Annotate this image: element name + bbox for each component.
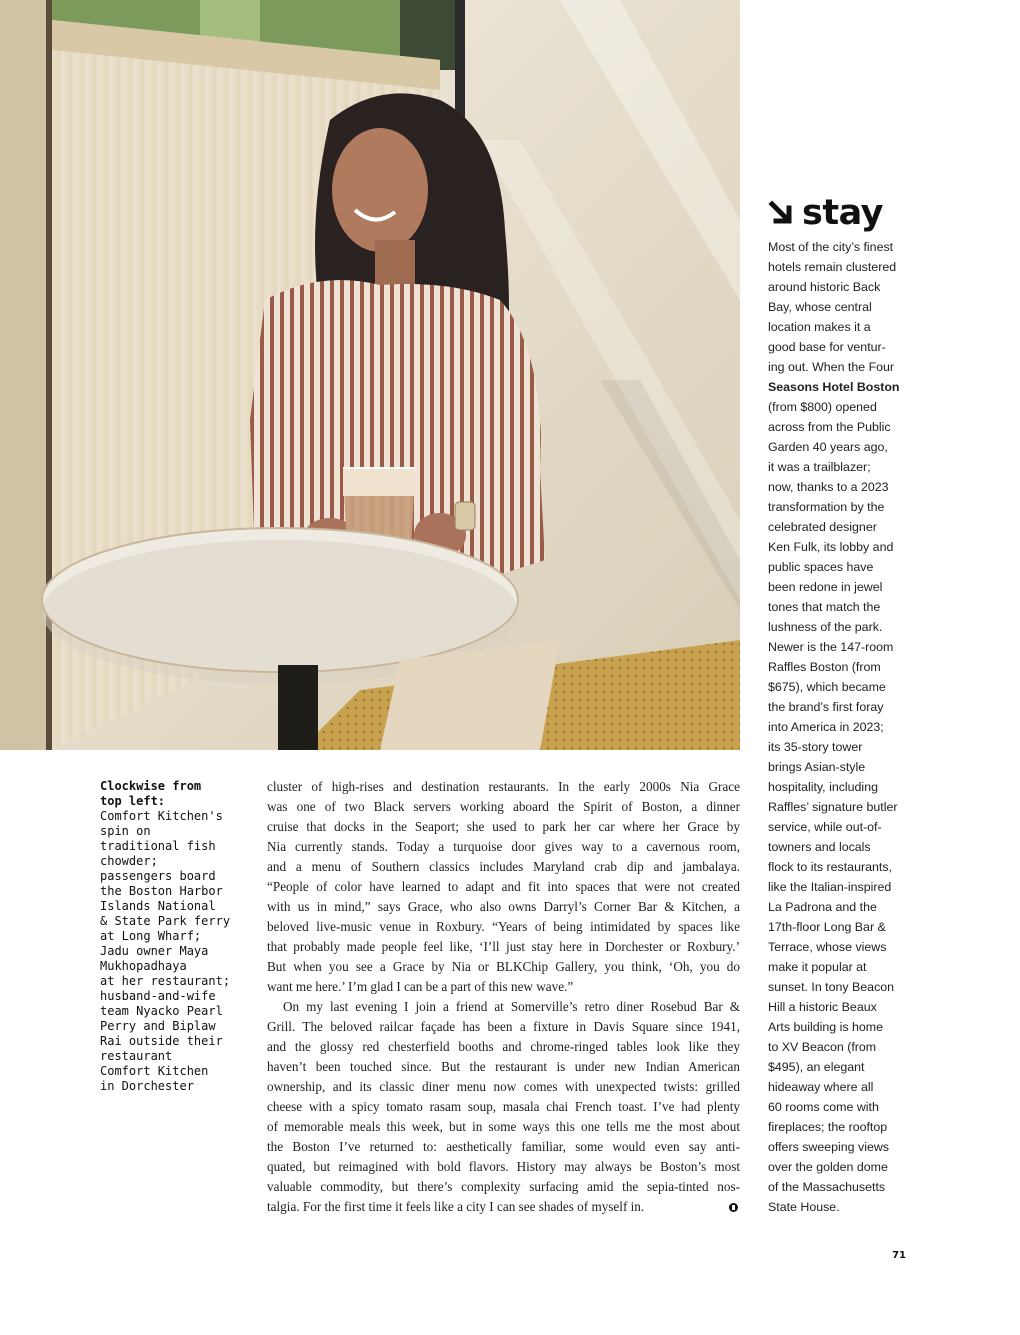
caption-line: chowder; xyxy=(100,854,158,868)
sidebar-line: 17th-floor Long Bar & xyxy=(768,920,886,934)
sidebar-line: Ken Fulk, its lobby and xyxy=(768,540,894,554)
body-line: “People of color have learned to adapt and fit into spaces that were not created xyxy=(267,879,740,894)
body-line: But when you see a Grace by Nia or BLKChip Gallery, you think, ‘Oh, you do xyxy=(267,959,740,974)
sidebar-heading-text: stay xyxy=(802,193,883,233)
body-line: ownership, and its classic diner menu now comes with unexpected twists: grilled xyxy=(267,1079,740,1094)
sidebar-line: towners and locals xyxy=(768,840,871,854)
sidebar-line: State House. xyxy=(768,1200,840,1214)
body-line: of memorable meals this week, but in some ways this one tells me the most about xyxy=(267,1119,740,1134)
sidebar-line: service, while out-of- xyxy=(768,820,882,834)
caption-line: at Long Wharf; xyxy=(100,929,202,943)
paragraph-2 xyxy=(267,997,740,1217)
sidebar-line: La Padrona and the xyxy=(768,900,877,914)
sidebar-line: lushness of the park. xyxy=(768,620,883,634)
sidebar-line: around historic Back xyxy=(768,280,881,294)
caption-lead-line: top left: xyxy=(100,794,166,808)
sidebar-line: it was a trailblazer; xyxy=(768,460,871,474)
sidebar-line: flock to its restaurants, xyxy=(768,860,892,874)
body-line: cruise that docks in the Seaport; she used to park her car where her Grace by xyxy=(267,819,740,834)
caption-line: Comfort Kitchen xyxy=(100,1064,209,1078)
photo-illustration xyxy=(0,0,740,750)
body-line: beloved live-music venue in Roxbury. “Years of being intimidated by spaces like xyxy=(267,919,740,934)
paragraph-1 xyxy=(267,777,740,997)
sidebar-text xyxy=(768,237,910,1217)
end-mark-icon xyxy=(729,1203,738,1212)
caption-lead-line: Clockwise from xyxy=(100,779,202,793)
sidebar-heading xyxy=(768,193,910,233)
sidebar-line: Garden 40 years ago, xyxy=(768,440,888,454)
sidebar-line: tones that match the xyxy=(768,600,881,614)
body-line: haven’t been touched since. But the restaurant is under new Indian American xyxy=(267,1059,740,1074)
sidebar-line: to XV Beacon (from xyxy=(768,1040,877,1054)
sidebar-line: ing out. When the Four xyxy=(768,360,895,374)
sidebar-line: now, thanks to a 2023 xyxy=(768,480,889,494)
sidebar-line: Newer is the 147-room xyxy=(768,640,894,654)
body-line: Nia currently stands. Today a turquoise door gives way to a cavernous room, xyxy=(267,839,740,854)
body-line: cheese with a spicy tomato rasam soup, masala chai French toast. I’ve had plenty xyxy=(267,1099,740,1114)
sidebar-line: its 35-story tower xyxy=(768,740,863,754)
sidebar-line: sunset. In tony Beacon xyxy=(768,980,895,994)
sidebar-line: across from the Public xyxy=(768,420,891,434)
body-line: with us in mind,” says Grace, who also owns Darryl’s Corner Bar & Kitchen, a xyxy=(267,899,740,914)
caption-line: Comfort Kitchen's xyxy=(100,809,223,823)
caption-line: the Boston Harbor xyxy=(100,884,223,898)
caption-line: team Nyacko Pearl xyxy=(100,1004,223,1018)
sidebar-line: brings Asian-style xyxy=(768,760,866,774)
body-line: valuable commodity, but there’s complexity surfacing amid the sepia-tinted nos- xyxy=(267,1179,740,1194)
sidebar-line: Terrace, whose views xyxy=(768,940,887,954)
caption-line: Rai outside their xyxy=(100,1034,223,1048)
body-line: Grill. The beloved railcar façade has been a fixture in Davis Square since 1941, xyxy=(267,1019,740,1034)
body-line: was one of two Black servers working aboard the Spirit of Boston, a dinner xyxy=(267,799,740,814)
last-line-row xyxy=(267,1197,740,1217)
article-body xyxy=(267,777,740,1217)
sidebar-line: of the Massachusetts xyxy=(768,1180,886,1194)
page-number: 71 xyxy=(892,1250,906,1261)
sidebar-line: good base for ventur- xyxy=(768,340,886,354)
caption-line: Mukhopadhaya xyxy=(100,959,187,973)
sidebar-line: Raffles Boston (from xyxy=(768,660,881,674)
sidebar-line: the brand’s first foray xyxy=(768,700,884,714)
body-line: want me here.’ I’m glad I can be a part of this new wave.” xyxy=(267,979,574,994)
caption-line: & State Park ferry xyxy=(100,914,231,928)
stay-sidebar xyxy=(768,193,910,1217)
sidebar-line: Arts building is home xyxy=(768,1020,884,1034)
caption-line: in Dorchester xyxy=(100,1079,194,1093)
caption-line: spin on xyxy=(100,824,151,838)
photo-caption xyxy=(100,779,250,1094)
body-line: talgia. For the first time it feels like a city I can see shades of myself in. xyxy=(267,1199,645,1214)
caption-line: passengers board xyxy=(100,869,216,883)
sidebar-line: hideaway where all xyxy=(768,1080,874,1094)
sidebar-line: offers sweeping views xyxy=(768,1140,889,1154)
sidebar-line: Raffles’ signature butler xyxy=(768,800,898,814)
caption-line: traditional fish xyxy=(100,839,216,853)
sidebar-line: 60 rooms come with xyxy=(768,1100,879,1114)
body-line: and a menu of Southern classics includes Maryland crab dip and jambalaya. xyxy=(267,859,740,874)
sidebar-line: make it popular at xyxy=(768,960,867,974)
sidebar-line: like the Italian-inspired xyxy=(768,880,892,894)
body-line: and the glossy red chesterfield booths and chrome-ringed tables look like they xyxy=(267,1039,740,1054)
sidebar-line: hotels remain clustered xyxy=(768,260,897,274)
sidebar-line: Seasons Hotel Boston xyxy=(768,380,900,394)
body-line: that probably made people feel like, ‘I’ll just stay here in Dorchester or Roxbury.’ xyxy=(267,939,740,954)
body-line: On my last evening I join a friend at Somerville’s retro diner Rosebud Bar & xyxy=(283,999,740,1014)
body-line: quated, but reimagined with bold flavors. History may always be Boston’s most xyxy=(267,1159,740,1174)
sidebar-line: hospitality, including xyxy=(768,780,878,794)
caption-line: Jadu owner Maya xyxy=(100,944,209,958)
sidebar-line: $675), which became xyxy=(768,680,886,694)
sidebar-line: transformation by the xyxy=(768,500,885,514)
sidebar-line: been redone in jewel xyxy=(768,580,883,594)
sidebar-line: Most of the city’s finest xyxy=(768,240,894,254)
arrow-down-right-icon xyxy=(768,200,794,226)
caption-line: restaurant xyxy=(100,1049,173,1063)
body-line: the Boston I’ve returned to: aesthetically familiar, some would even say anti- xyxy=(267,1139,740,1154)
sidebar-line: (from $800) opened xyxy=(768,400,877,414)
caption-line: Islands National xyxy=(100,899,216,913)
sidebar-line: $495), an elegant xyxy=(768,1060,865,1074)
body-line: cluster of high-rises and destination restaurants. In the early 2000s Nia Grace xyxy=(267,779,740,794)
sidebar-line: public spaces have xyxy=(768,560,874,574)
caption-line: at her restaurant; xyxy=(100,974,231,988)
sidebar-line: over the golden dome xyxy=(768,1160,888,1174)
caption-line: Perry and Biplaw xyxy=(100,1019,216,1033)
sidebar-line: location makes it a xyxy=(768,320,871,334)
sidebar-line: Bay, whose central xyxy=(768,300,872,314)
sidebar-line: celebrated designer xyxy=(768,520,877,534)
caption-line: husband-and-wife xyxy=(100,989,216,1003)
sidebar-line: into America in 2023; xyxy=(768,720,884,734)
sidebar-line: fireplaces; the rooftop xyxy=(768,1120,888,1134)
sidebar-line: Hill a historic Beaux xyxy=(768,1000,877,1014)
woman-with-latte-photo xyxy=(0,0,740,750)
